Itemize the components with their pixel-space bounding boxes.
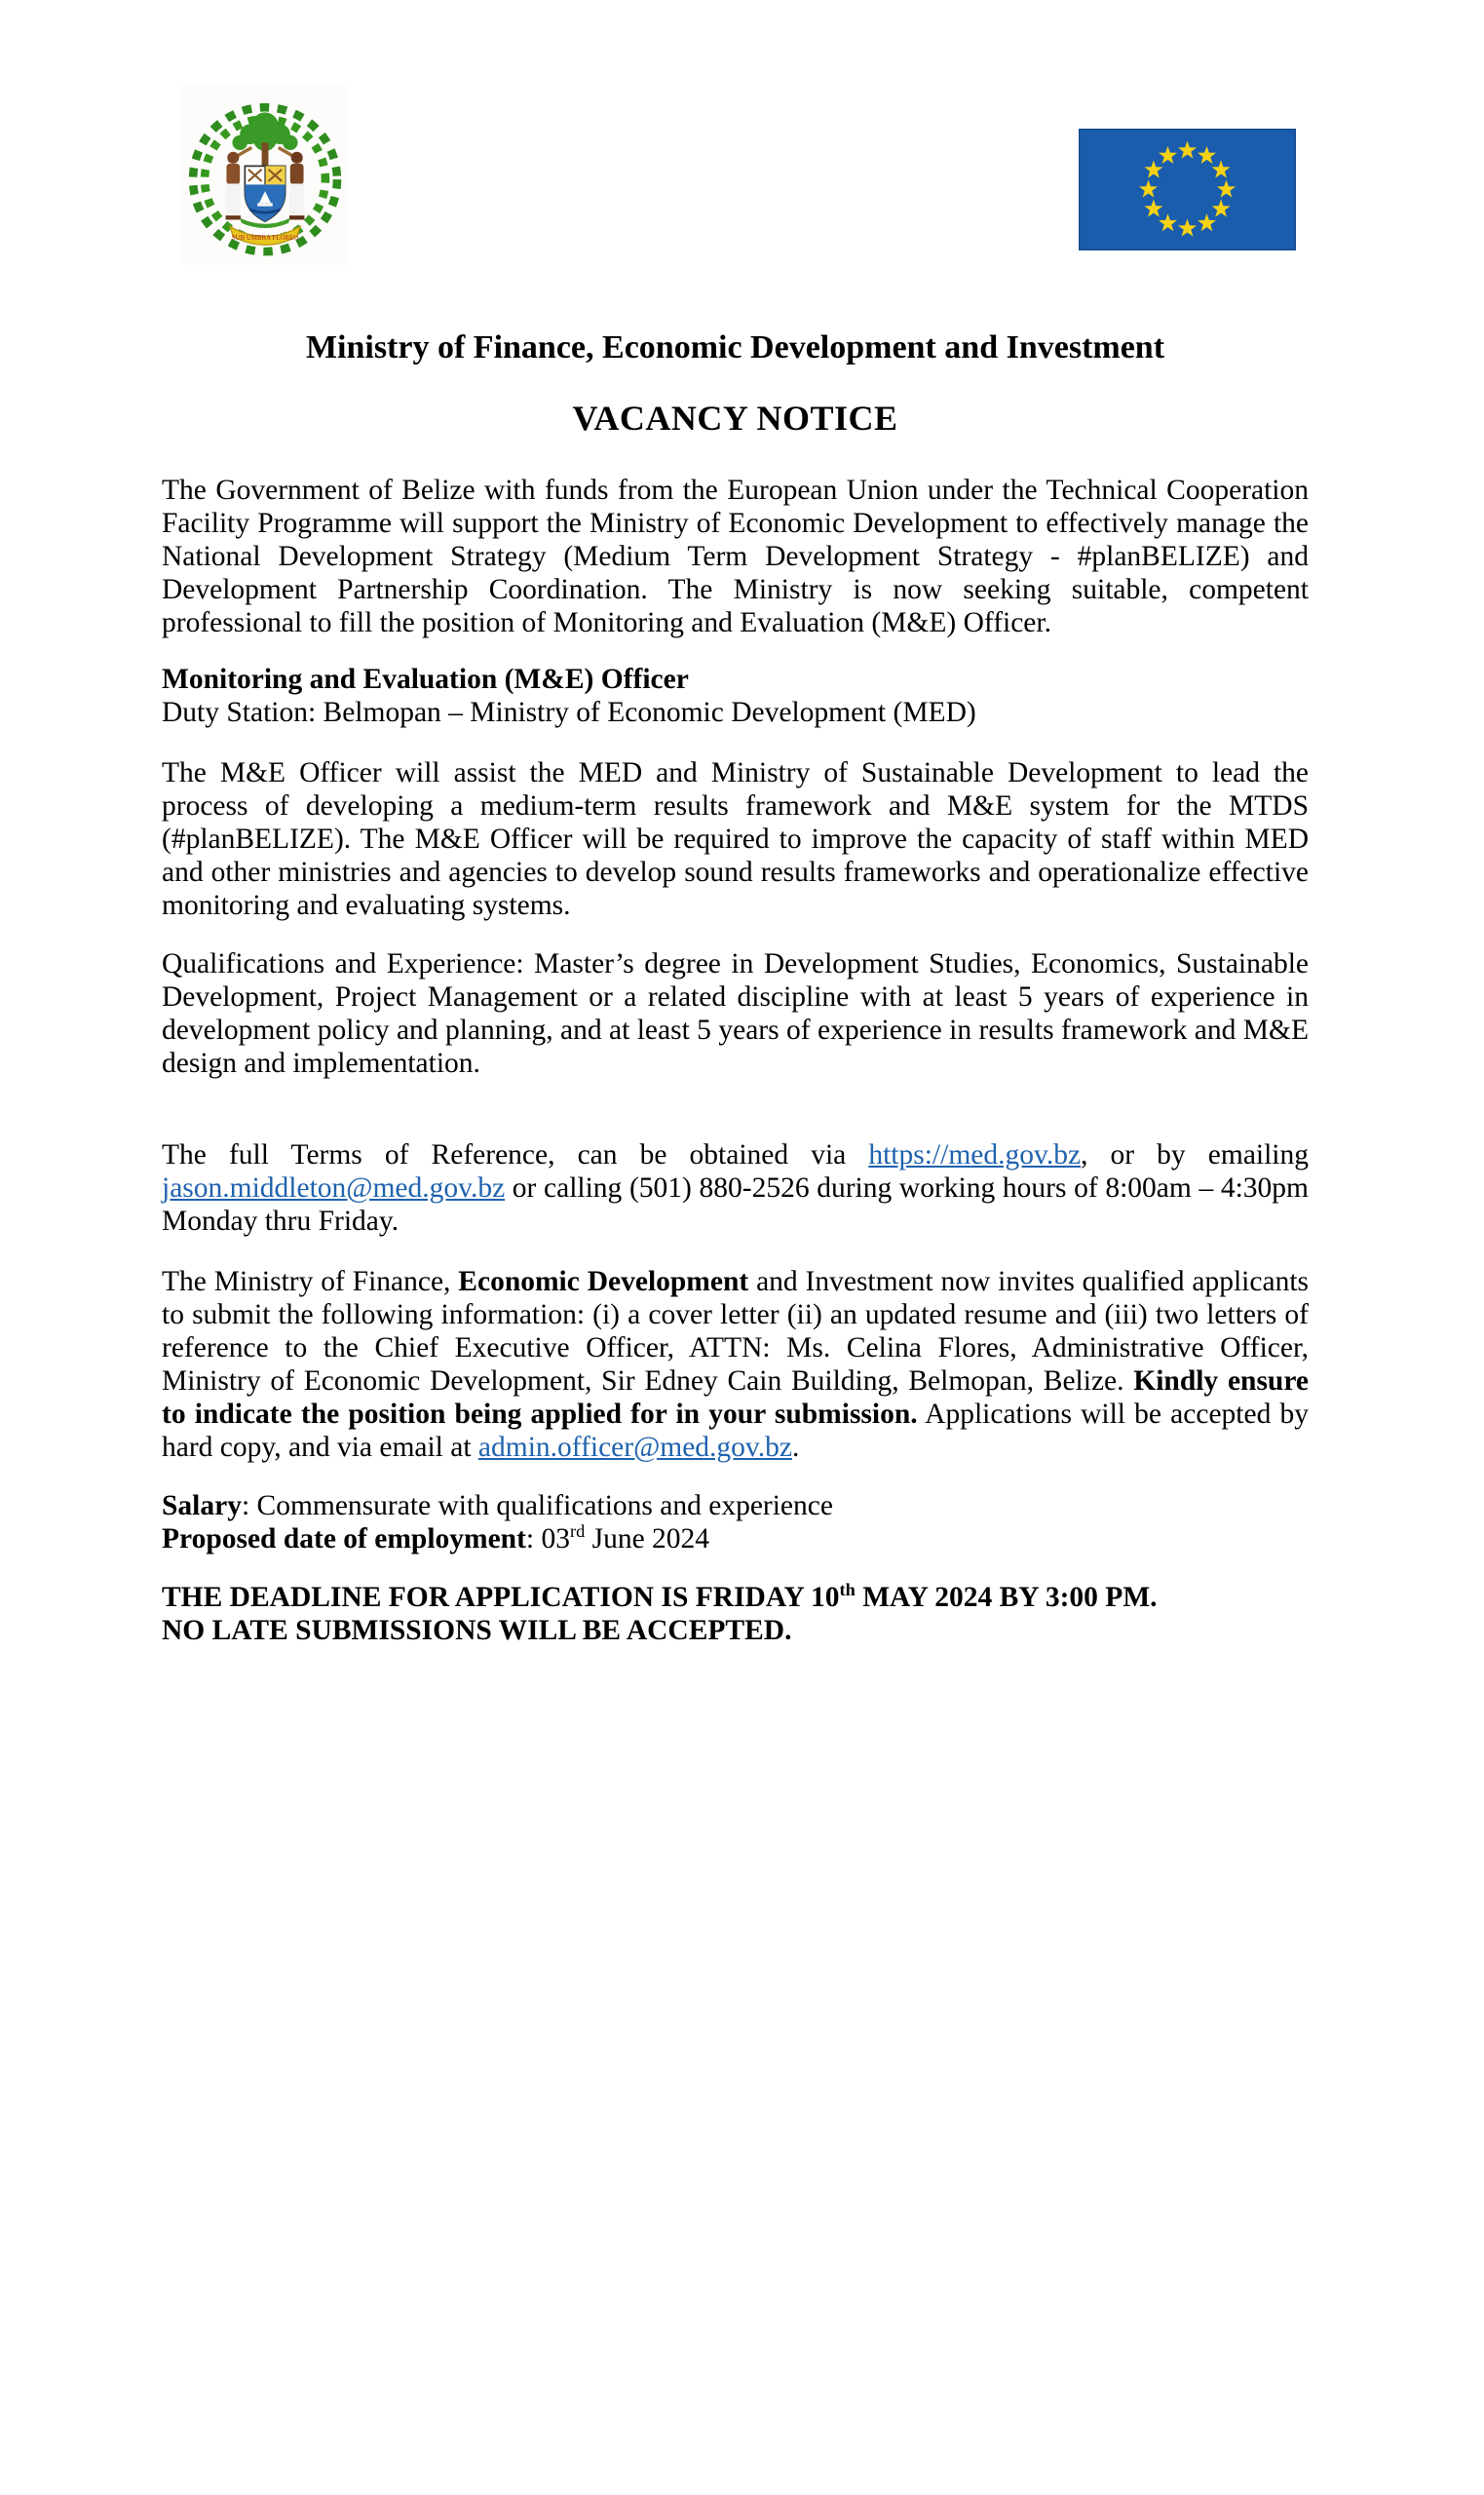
salary-line — [162, 1489, 1309, 1522]
application-bold-1: Economic Development — [458, 1266, 749, 1297]
deadline-text-pre: THE DEADLINE FOR APPLICATION IS FRIDAY 10 — [162, 1582, 840, 1613]
application-text-1: The Ministry of Finance, — [162, 1266, 459, 1297]
application-bold-2: Kindly ensure to indicate the position being applied for in your submission. — [162, 1365, 1309, 1430]
role-paragraph: The M&E Officer will assist the MED and Ministry of Sustainable Development to lead the process of developing a medium-term results framework and M&E system for the MTDS (#planBELIZE). The M&E Officer will be required to improve the capacity of staff within MED and other ministries and agencies to develop sound results frameworks and operationalize effective monitoring and evaluating systems. — [162, 757, 1309, 921]
employment-date-ordinal: rd — [570, 1521, 586, 1542]
deadline-ordinal: th — [839, 1580, 856, 1600]
duty-station-line: Duty Station: Belmopan – Ministry of Economic Development (MED) — [162, 697, 976, 728]
employment-date-label: Proposed date of employment — [162, 1523, 526, 1555]
terms-text: The full Terms of Reference, can be obtained via — [162, 1139, 869, 1171]
page-title: Ministry of Finance, Economic Development and Investment — [305, 329, 1165, 365]
application-text-3: Applications will be accepted by hard copy, and via email at — [162, 1399, 1309, 1463]
salary-value: : Commensurate with qualifications and experience — [241, 1490, 833, 1521]
jason-middleton-email-link[interactable]: jason.middleton@med.gov.bz — [162, 1172, 506, 1204]
qualifications-paragraph: Qualifications and Experience: Master’s degree in Development Studies, Economics, Sustainable Development, Project Management or a related discipline with at least 5 years of experience in development policy and planning, and at least 5 years of experience in results framework and M&E design and implementation. — [162, 948, 1309, 1079]
document-body — [162, 0, 1309, 1647]
employment-date-line — [162, 1522, 1309, 1555]
med-gov-website-link[interactable]: https://med.gov.bz — [868, 1139, 1082, 1171]
deadline-text-post: MAY 2024 BY 3:00 PM. — [855, 1582, 1158, 1613]
notice-heading: VACANCY NOTICE — [572, 399, 898, 438]
application-text-2: and Investment now invites qualified applicants to submit the following information: (i) a cover letter (ii) an updated resume and (iii) two letters of reference to the Chief Executive Officer, ATTN: Ms. Celina Flores, Administrative Officer, Ministry of Economic Development, Sir Edney Cain Building, Belmopan, Belize. — [162, 1266, 1309, 1397]
application-instructions-paragraph — [162, 1265, 1309, 1464]
intro-paragraph: The Government of Belize with funds from the European Union under the Technical Cooperation Facility Programme will support the Ministry of Economic Development to effectively manage the National Development Strategy (Medium Term Development Strategy - #planBELIZE) and Development Partnership Coordination. The Ministry is now seeking suitable, competent professional to fill the position of Monitoring and Evaluation (M&E) Officer. — [162, 475, 1309, 638]
terms-of-reference-paragraph — [162, 1138, 1309, 1238]
position-title: Monitoring and Evaluation (M&E) Officer — [162, 664, 689, 695]
deadline-line — [162, 1581, 1309, 1614]
position-section — [162, 663, 1309, 729]
admin-officer-email-link[interactable]: admin.officer@med.gov.bz — [477, 1432, 792, 1463]
salary-label: Salary — [162, 1490, 242, 1521]
employment-date-post: June 2024 — [585, 1523, 710, 1555]
terms-text-after: or calling (501) 880-2526 during working hours of 8:00am – 4:30pm Monday thru Friday. — [162, 1172, 1309, 1237]
terms-text-between: , or by emailing — [1081, 1139, 1310, 1171]
svg-text:SUB UMBRA FLOREO: SUB UMBRA FLOREO — [231, 235, 299, 243]
no-late-submissions-line: NO LATE SUBMISSIONS WILL BE ACCEPTED. — [162, 1615, 792, 1646]
application-text-4: . — [792, 1432, 800, 1463]
employment-date-pre: : 03 — [525, 1523, 570, 1555]
